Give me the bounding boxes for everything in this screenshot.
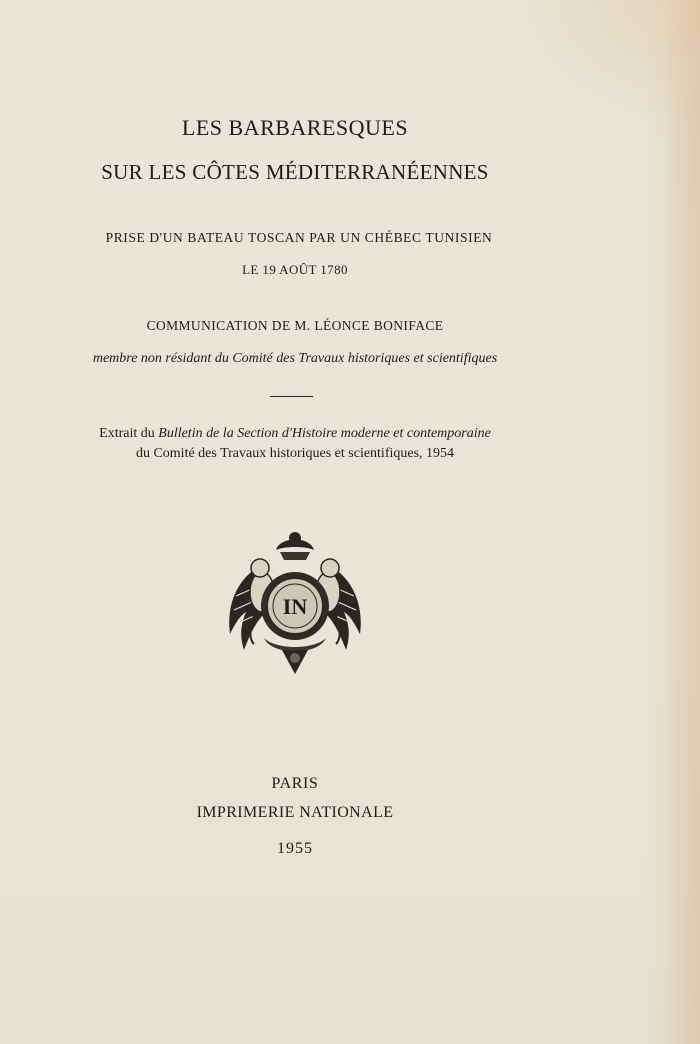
divider-rule <box>270 396 313 397</box>
subtitle-line-1: PRISE D'UN BATEAU TOSCAN PAR UN CHÉBEC TUNISIEN <box>105 230 493 245</box>
emblem-monogram: IN <box>282 594 308 619</box>
publisher-city: PARIS <box>271 775 319 792</box>
paper-edge-shading <box>666 0 700 1044</box>
author-affiliation: membre non résidant du Comité des Travaux historiques et scientifiques <box>92 351 498 366</box>
communication-author: COMMUNICATION DE M. LÉONCE BONIFACE <box>146 318 444 333</box>
bulletin-title: Bulletin de la Section d'Histoire moderne et contemporaine <box>158 426 491 441</box>
title-line-1: LES BARBARESQUES <box>181 115 409 140</box>
extrait-line-2: du Comité des Travaux historiques et scientifiques, 1954 <box>135 446 455 461</box>
publisher-name: IMPRIMERIE NATIONALE <box>196 804 394 821</box>
subtitle-date: LE 19 AOÛT 1780 <box>242 262 348 277</box>
publication-year: 1955 <box>277 840 313 857</box>
title-line-2: SUR LES CÔTES MÉDITERRANÉENNES <box>101 160 489 184</box>
extrait-line-1 <box>0 426 590 442</box>
extrait-prefix: Extrait du <box>99 426 159 441</box>
imprimerie-nationale-emblem-icon <box>220 526 370 678</box>
